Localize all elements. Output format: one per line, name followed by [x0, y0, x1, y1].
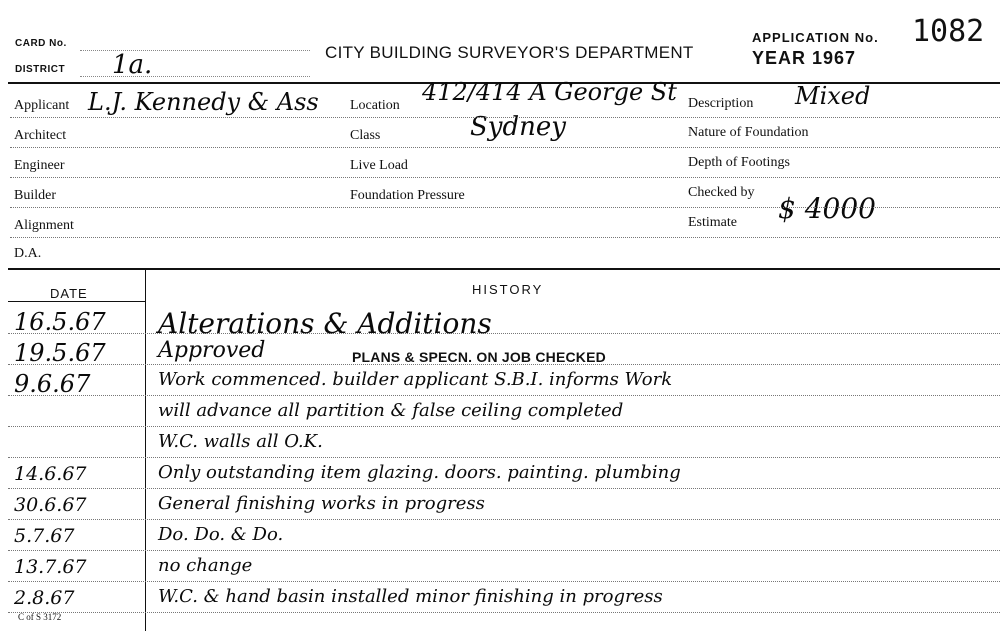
- department-title: CITY BUILDING SURVEYOR'S DEPARTMENT: [325, 43, 694, 62]
- history-row-line: [8, 457, 1000, 458]
- location-value-city: Sydney: [470, 112, 566, 142]
- nature-of-foundation-label: Nature of Foundation: [688, 125, 809, 140]
- history-date: 2.8.67: [14, 587, 75, 609]
- field-line: [10, 117, 1000, 118]
- date-header: DATE: [50, 286, 88, 301]
- history-date: 19.5.67: [14, 339, 106, 367]
- date-header-rule: [8, 301, 146, 302]
- history-date: 14.6.67: [14, 463, 87, 485]
- history-entry: Alterations & Additions: [158, 307, 492, 340]
- class-label: Class: [350, 128, 381, 143]
- description-value: Mixed: [795, 82, 871, 110]
- checked-by-label: Checked by: [688, 185, 755, 200]
- history-row-line: [8, 612, 1000, 613]
- history-row-line: [8, 519, 1000, 520]
- location-value: 412/414 A George St: [422, 78, 677, 106]
- application-label: APPLICATION No.: [752, 30, 879, 45]
- description-label: Description: [688, 96, 754, 111]
- history-date: 9.6.67: [14, 370, 91, 398]
- foundation-pressure-label: Foundation Pressure: [350, 188, 465, 203]
- da-label: D.A.: [14, 246, 42, 261]
- history-top-rule: [8, 268, 1000, 270]
- plans-checked-stamp: PLANS & SPECN. ON JOB CHECKED: [352, 349, 606, 365]
- history-row-line: [8, 550, 1000, 551]
- history-date: 5.7.67: [14, 525, 75, 547]
- date-column-divider: [145, 270, 146, 631]
- applicant-value: L.J. Kennedy & Ass: [88, 88, 319, 116]
- field-line: [10, 147, 1000, 148]
- district-value: 1a.: [112, 50, 153, 80]
- location-label: Location: [350, 98, 400, 113]
- estimate-value: $ 4000: [778, 192, 876, 225]
- architect-label: Architect: [14, 128, 67, 143]
- form-code: C of S 3172: [18, 612, 62, 622]
- history-row-line: [8, 581, 1000, 582]
- field-line: [10, 237, 1000, 238]
- engineer-label: Engineer: [14, 158, 65, 173]
- history-entry: W.C. & hand basin installed minor finishing in progress: [158, 586, 663, 607]
- history-date: 30.6.67: [14, 494, 87, 516]
- alignment-label: Alignment: [14, 218, 74, 233]
- history-entry: Only outstanding item glazing. doors. painting. plumbing: [158, 462, 681, 483]
- history-entry: Do. Do. & Do.: [158, 524, 284, 545]
- application-number: 1082: [912, 14, 985, 49]
- history-row-line: [8, 488, 1000, 489]
- district-label: DISTRICT: [15, 64, 66, 75]
- history-row-line: [8, 333, 1000, 334]
- field-line: [10, 177, 1000, 178]
- history-entry: General finishing works in progress: [158, 493, 485, 514]
- history-date: 13.7.67: [14, 556, 87, 578]
- history-entry: W.C. walls all O.K.: [158, 431, 323, 452]
- builder-label: Builder: [14, 188, 56, 203]
- history-entry: will advance all partition & false ceiling completed: [158, 400, 624, 421]
- depth-of-footings-label: Depth of Footings: [688, 155, 790, 170]
- history-date: 16.5.67: [14, 308, 106, 336]
- history-entry: Approved: [158, 338, 266, 363]
- estimate-label: Estimate: [688, 215, 737, 230]
- card-no-label: CARD No.: [15, 38, 67, 49]
- district-line: [80, 76, 310, 77]
- applicant-label: Applicant: [14, 98, 70, 113]
- year-label: YEAR 1967: [752, 48, 857, 68]
- history-row-line: [8, 395, 1000, 396]
- history-entry: Work commenced. builder applicant S.B.I. informs Work: [158, 369, 673, 390]
- live-load-label: Live Load: [350, 158, 408, 173]
- history-row-line: [8, 426, 1000, 427]
- history-header: HISTORY: [472, 282, 544, 297]
- field-line: [10, 207, 1000, 208]
- history-entry: no change: [158, 555, 253, 576]
